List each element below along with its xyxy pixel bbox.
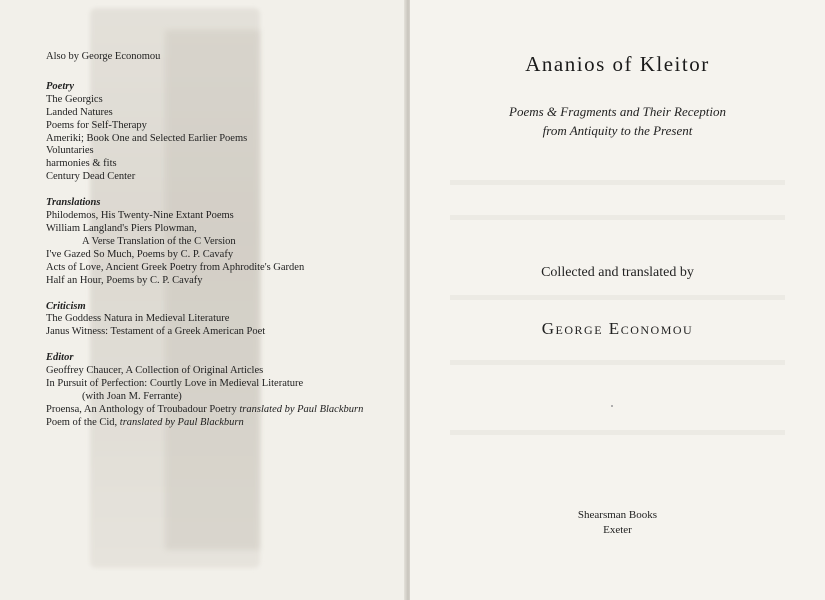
entry-text: Philodemos, His Twenty-Nine Extant Poems — [46, 210, 234, 222]
book-title-entry — [46, 158, 376, 171]
entry-text: Janus Witness: Testament of a Greek American Poet — [46, 326, 266, 338]
entry-text: I've Gazed So Much, Poems by C. P. Cavafy — [46, 248, 234, 260]
entry-text: Century Dead Center — [46, 171, 136, 183]
book-title-entry — [46, 365, 376, 378]
entry-text: (with Joan M. Ferrante) — [82, 390, 182, 402]
right-page — [410, 0, 825, 600]
entry-text: harmonies & fits — [46, 158, 117, 170]
entry-text: Ameriki; Book One and Selected Earlier Poems — [46, 132, 248, 144]
entry-credit: translated by Paul Blackburn — [119, 416, 244, 428]
book-title-entry — [46, 210, 376, 223]
book-title-entry — [46, 107, 376, 120]
book-title-entry — [46, 262, 376, 275]
left-page — [0, 0, 408, 600]
ghost-text-line — [450, 180, 785, 185]
book-section — [46, 197, 376, 287]
entry-credit: translated by Paul Blackburn — [239, 403, 364, 415]
also-by-heading: Also by George Economou — [46, 51, 161, 62]
book-title-entry — [46, 275, 376, 288]
subtitle-line: from Antiquity to the Present — [542, 123, 693, 138]
book-title-entry — [46, 133, 376, 146]
book-title-entry — [46, 171, 376, 184]
section-heading: Editor — [46, 352, 74, 364]
entry-text: Poems for Self-Therapy — [46, 119, 147, 131]
entry-text: The Georgics — [46, 93, 103, 105]
entry-text: Voluntaries — [46, 145, 94, 157]
ghost-text-line — [450, 360, 785, 365]
translator-name: George Economou — [541, 319, 694, 338]
book-subtitle — [410, 102, 825, 140]
section-heading: Poetry — [46, 80, 74, 92]
book-title-entry — [46, 145, 376, 158]
section-heading: Criticism — [46, 300, 86, 312]
book-title: Ananios of Kleitor — [525, 52, 710, 76]
book-title-entry — [46, 326, 376, 339]
subtitle-line: Poems & Fragments and Their Reception — [509, 104, 726, 119]
book-title-entry — [46, 404, 376, 417]
book-section — [46, 81, 376, 184]
collected-by-line: Collected and translated by — [541, 265, 694, 280]
entry-text: Geoffrey Chaucer, A Collection of Original Articles — [46, 365, 264, 377]
ghost-text-line — [450, 215, 785, 220]
book-title-entry — [46, 249, 376, 262]
book-section — [46, 301, 376, 340]
entry-text: William Langland's Piers Plowman, — [46, 222, 197, 234]
book-title-entry — [46, 313, 376, 326]
entry-text: A Verse Translation of the C Version — [82, 235, 236, 247]
section-heading: Translations — [46, 197, 101, 209]
paper-speck — [611, 405, 613, 407]
publisher-place: Exeter — [603, 524, 632, 536]
entry-text: Poem of the Cid, — [46, 416, 120, 428]
publisher-name: Shearsman Books — [577, 509, 658, 521]
entry-text: Landed Natures — [46, 106, 113, 118]
entry-text: Half an Hour, Poems by C. P. Cavafy — [46, 274, 203, 286]
book-title-entry — [46, 94, 376, 107]
book-title-entry — [46, 120, 376, 133]
also-by-list — [46, 51, 376, 443]
book-title-entry — [46, 417, 376, 430]
book-title-entry — [46, 391, 376, 404]
book-section — [46, 352, 376, 429]
publisher-block — [410, 508, 825, 538]
entry-text: Proensa, An Anthology of Troubadour Poetry — [46, 403, 240, 415]
book-title-entry — [46, 223, 376, 236]
book-title-entry — [46, 378, 376, 391]
book-title-entry — [46, 236, 376, 249]
entry-text: The Goddess Natura in Medieval Literature — [46, 313, 230, 325]
entry-text: In Pursuit of Perfection: Courtly Love in Medieval Literature — [46, 378, 304, 390]
book-sections — [46, 81, 376, 430]
entry-text: Acts of Love, Ancient Greek Poetry from Aphrodite's Garden — [46, 261, 305, 273]
ghost-text-line — [450, 430, 785, 435]
ghost-text-line — [450, 295, 785, 300]
